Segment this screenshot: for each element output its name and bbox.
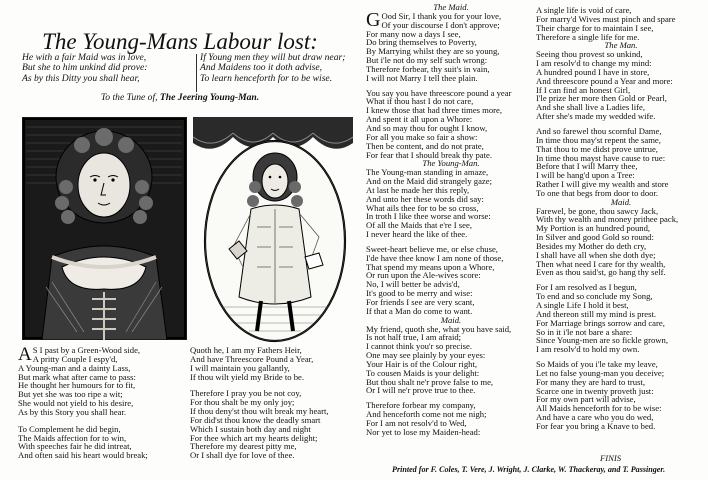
column-2 (190, 346, 329, 460)
verse-line: For marry'd Wives must pinch and spare (536, 13, 676, 24)
verse-line: And so may thou for ought I know, (366, 122, 488, 133)
verse-line: Or run upon the Ale-wives score: (366, 270, 481, 281)
verse-line: My friend, quoth she, what you have said, (366, 323, 512, 334)
verse-line: Which I sustain both day and night (190, 423, 311, 434)
verse-line: Your Hair is of the Colour right, (366, 358, 478, 369)
speaker-heading: The Young-Man. (422, 158, 480, 169)
verse-line: If I can find an honest Girl, (536, 84, 631, 95)
subtitle-line: As by this Ditty you shall hear, (22, 72, 140, 84)
verse-line: But mark what after came to pass: (18, 371, 136, 382)
verse-line: To Complement he did begin, (18, 423, 121, 434)
verse-line: What if thou hast I do not care, (366, 96, 474, 107)
subtitle-line: If Young men they will but draw near; (200, 52, 346, 63)
verse-line: I never heard the like of thee. (366, 229, 468, 240)
dropcap-a: A (18, 344, 32, 365)
verse-line: The Maids affection for to win, (18, 432, 127, 443)
verse-line: But thou shalt ne'r prove false to me, (366, 376, 494, 387)
subtitle-right (200, 53, 345, 84)
verse-line: I'le prize her more then Gold or Pearl, (536, 93, 667, 104)
verse-line: Therefore forbear, thy suit's in vain, (366, 63, 490, 74)
verse-line: For thee which art my hearts delight; (190, 432, 318, 443)
verse-line: Their charge for to maintain I see, (536, 22, 654, 33)
speaker-heading: Maid. (440, 314, 462, 325)
verse-line: By Marrying whilst they are so young, (366, 46, 500, 57)
verse-line: Scarce one in twenty proveth just: (536, 385, 654, 396)
verse-line: I shall have all when she doth dye; (536, 249, 656, 260)
tune-line (0, 92, 360, 103)
ballad-title: The Young-Mans Labour lost: (42, 29, 318, 54)
verse-line: To one that begs from door to door. (536, 187, 659, 198)
verse-line: And henceforth come not me nigh; (366, 409, 487, 420)
verse-line: Rather I will give my wealth and store (536, 179, 669, 190)
subtitle-left (22, 53, 147, 84)
printers-imprint: Printed for F. Coles, T. Vere, J. Wright, J. Clarke, W. Thackeray, and T. Passinger. (392, 465, 666, 474)
verse-line: At last he made her this reply, (366, 184, 470, 195)
woman-woodcut-illustration (22, 117, 187, 340)
verse-line: As by this Story you shall hear. (18, 406, 127, 417)
verse-line: Therefore a single life for me. (536, 31, 640, 42)
subtitle-line: But she to him unkind did prove: (22, 62, 148, 74)
verse-line: For I am not resolv'd to Wed, (366, 417, 467, 428)
verse-line: Since Young-men are so fickle grown, (536, 335, 668, 346)
column-3 (366, 3, 536, 437)
verse-line: A pritty Couple I espy'd, (32, 353, 118, 364)
verse-line: That thou to me didst prove untrue, (536, 143, 658, 154)
verse-line: Therefore forbear my company, (366, 400, 476, 411)
subtitle-divider (196, 54, 197, 92)
verse-line: For all you make so fair a show: (366, 131, 478, 142)
verse-line: She would not yield to his desire, (18, 398, 134, 409)
verse-line: A hundred pound I have in store, (536, 66, 650, 77)
verse-line: Of all the Maids that e're I see, (366, 220, 472, 231)
verse-line: Even as thou said'st, go hang thy self. (536, 267, 666, 278)
verse-line: No, I will better be advis'd, (366, 279, 460, 290)
verse-line: If that a Man do come to want. (366, 305, 473, 316)
verse-line: Is not half true, I am afraid; (366, 332, 462, 343)
verse-line: A Young-man and a dainty Lass, (18, 362, 131, 373)
verse-line: He thought her humours for to fit, (18, 380, 136, 391)
woodcut-man (193, 117, 353, 344)
verse-line: Quoth he, I am my Fathers Heir, (190, 345, 302, 355)
verse-line: I will not Marry I tell thee plain. (366, 72, 478, 83)
verse-line: And threescore pound a Year and more: (536, 75, 673, 86)
verse-line: Or I shall dye for love of thee. (190, 450, 295, 461)
verse-line: For friends I see are very scant, (366, 297, 475, 307)
verse-line: All Maids henceforth for to be wise: (536, 403, 662, 414)
verse-line: Then what need I care for thy wealth, (536, 258, 666, 269)
verse-line: With thy wealth and money prithee pack, (536, 214, 679, 225)
column-1 (18, 346, 148, 460)
verse-line: A single Life I hold it best, (536, 300, 629, 310)
speaker-heading: Maid. (610, 196, 632, 207)
tune-name: The Jeering Young-Man. (159, 92, 260, 103)
verse-line: In time thou mayst have cause to rue: (536, 152, 666, 163)
subtitle-line: He with a fair Maid was in love, (22, 52, 147, 63)
verse-line: For I am resolved as I begun, (536, 282, 637, 293)
verse-line: I will be hang'd upon a Tree: (536, 170, 635, 181)
verse-line: Therefore I pray you be not coy, (190, 388, 302, 399)
column-4 (536, 6, 706, 431)
verse-line: And have Threescore Pound a Year, (190, 353, 314, 364)
verse-line: In time thou may'st repent the same, (536, 134, 661, 145)
verse-line: For did'st thou know the deadly smart (190, 414, 321, 425)
verse-line: I'de have thee know I am none of those, (366, 252, 504, 263)
verse-line: Seeing thou provest so unkind, (536, 49, 643, 60)
speaker-heading: The Maid. (433, 2, 469, 12)
verse-line: For many they are hard to trust, (536, 376, 645, 387)
verse-line: Therefore my dearest pitty me, (190, 441, 297, 452)
verse-line: One may see plainly by your eyes: (366, 350, 486, 361)
verse-line: And have a care who you do wed, (536, 412, 654, 423)
verse-line: And she shall live a Ladies life, (536, 102, 645, 113)
verse-line: For fear you bring a Knave to bed. (536, 420, 656, 431)
verse-line: So Maids of you i'le take my leave, (536, 359, 658, 370)
verse-line: That spend my means upon a Whore, (366, 261, 495, 272)
verse-line: Ood Sir, I thank you for your love, (381, 10, 502, 21)
verse-line: What ails thee for to be so cross, (366, 202, 479, 213)
verse-line: Let no false young-man you deceive; (536, 367, 665, 378)
verse-line: For fear that I should break thy pate. (366, 149, 492, 160)
verse-line: To cousen Maids is your delight: (366, 367, 480, 378)
verse-line: My Portion is an hundred pound, (536, 223, 651, 234)
finis-mark: FINIS (600, 453, 622, 463)
verse-line: After she's made my wedded wife. (536, 111, 656, 122)
woodcut-woman (22, 117, 187, 340)
verse-line: But yet she was too ripe a wit; (18, 389, 123, 400)
verse-line: I will maintain you gallantly, (190, 362, 290, 373)
subtitle-line: And Maidens too it doth advise, (200, 62, 323, 74)
verse-line: S I past by a Green-Wood side, (32, 345, 141, 355)
verse-line: With speeches fair he did intreat, (18, 441, 132, 452)
verse-line: Farewel, be gone, thou sawcy Jack, (536, 205, 659, 216)
verse-line: Besides my Mother do deth cry, (536, 240, 647, 251)
verse-line: It's good to be merry and wise: (366, 288, 473, 299)
verse-line: Before that I will Marry thee, (536, 161, 638, 172)
verse-line: And spent it all upon a Whore: (366, 114, 473, 125)
verse-line: For many now a days I see, (366, 28, 461, 39)
verse-line: Then be content, and do not prate, (366, 140, 484, 151)
dropcap-g: G (366, 8, 381, 31)
verse-line: You say you have threescore pound a year (366, 87, 512, 98)
speaker-heading: The Man. (604, 40, 638, 51)
verse-line: A single life is void of care, (536, 5, 632, 15)
verse-line: Nor yet to lose my Maiden-head: (366, 426, 481, 437)
verse-line: And often said his heart would break; (18, 450, 148, 461)
verse-line: For thou shalt be my only joy; (190, 397, 295, 408)
verse-line: The Young-man standing in amaze, (366, 167, 489, 178)
verse-line: I knew those that had three times more, (366, 105, 503, 116)
verse-line: And on the Maid did strangely gaze; (366, 176, 492, 187)
verse-line: If thou deny'st thou wilt break my heart, (190, 406, 329, 417)
subtitle-line: To learn henceforth for to be wise. (200, 72, 333, 84)
tune-prefix: To the Tune of, (100, 92, 158, 103)
verse-line: For my own part will advise, (536, 394, 636, 405)
verse-line: To end and so conclude my Song, (536, 291, 653, 302)
verse-line: Sweet-heart believe me, or else chuse, (366, 243, 498, 254)
verse-line: So in it i'le not bare a share: (536, 326, 633, 337)
man-woodcut-illustration (193, 117, 353, 344)
verse-line: And so farewel thou scornful Dame, (536, 125, 662, 136)
verse-line: In troth I like thee worse and worse: (366, 211, 491, 222)
verse-line: Do bring themselves to Poverty, (366, 37, 477, 48)
verse-line: And thereon still my mind is prest. (536, 308, 657, 319)
verse-line: I cannot think you'r so precise. (366, 341, 472, 352)
verse-line: Or I will ne'r prove true to thee. (366, 385, 476, 396)
verse-line: Of your discourse I don't approve; (381, 19, 500, 30)
verse-line: In Silver and good Gold so round: (536, 232, 654, 243)
verse-line: I am resolv'd to hold my own. (536, 344, 640, 355)
verse-line: And unto her these words did say: (366, 193, 484, 204)
verse-line: For Marriage brings sorrow and care, (536, 317, 665, 328)
verse-line: But i'le not do my self such wrong: (366, 55, 488, 66)
verse-line: If thou wilt yield my Bride to be. (190, 371, 305, 382)
verse-line: I am resolv'd to change my mind: (536, 58, 652, 69)
